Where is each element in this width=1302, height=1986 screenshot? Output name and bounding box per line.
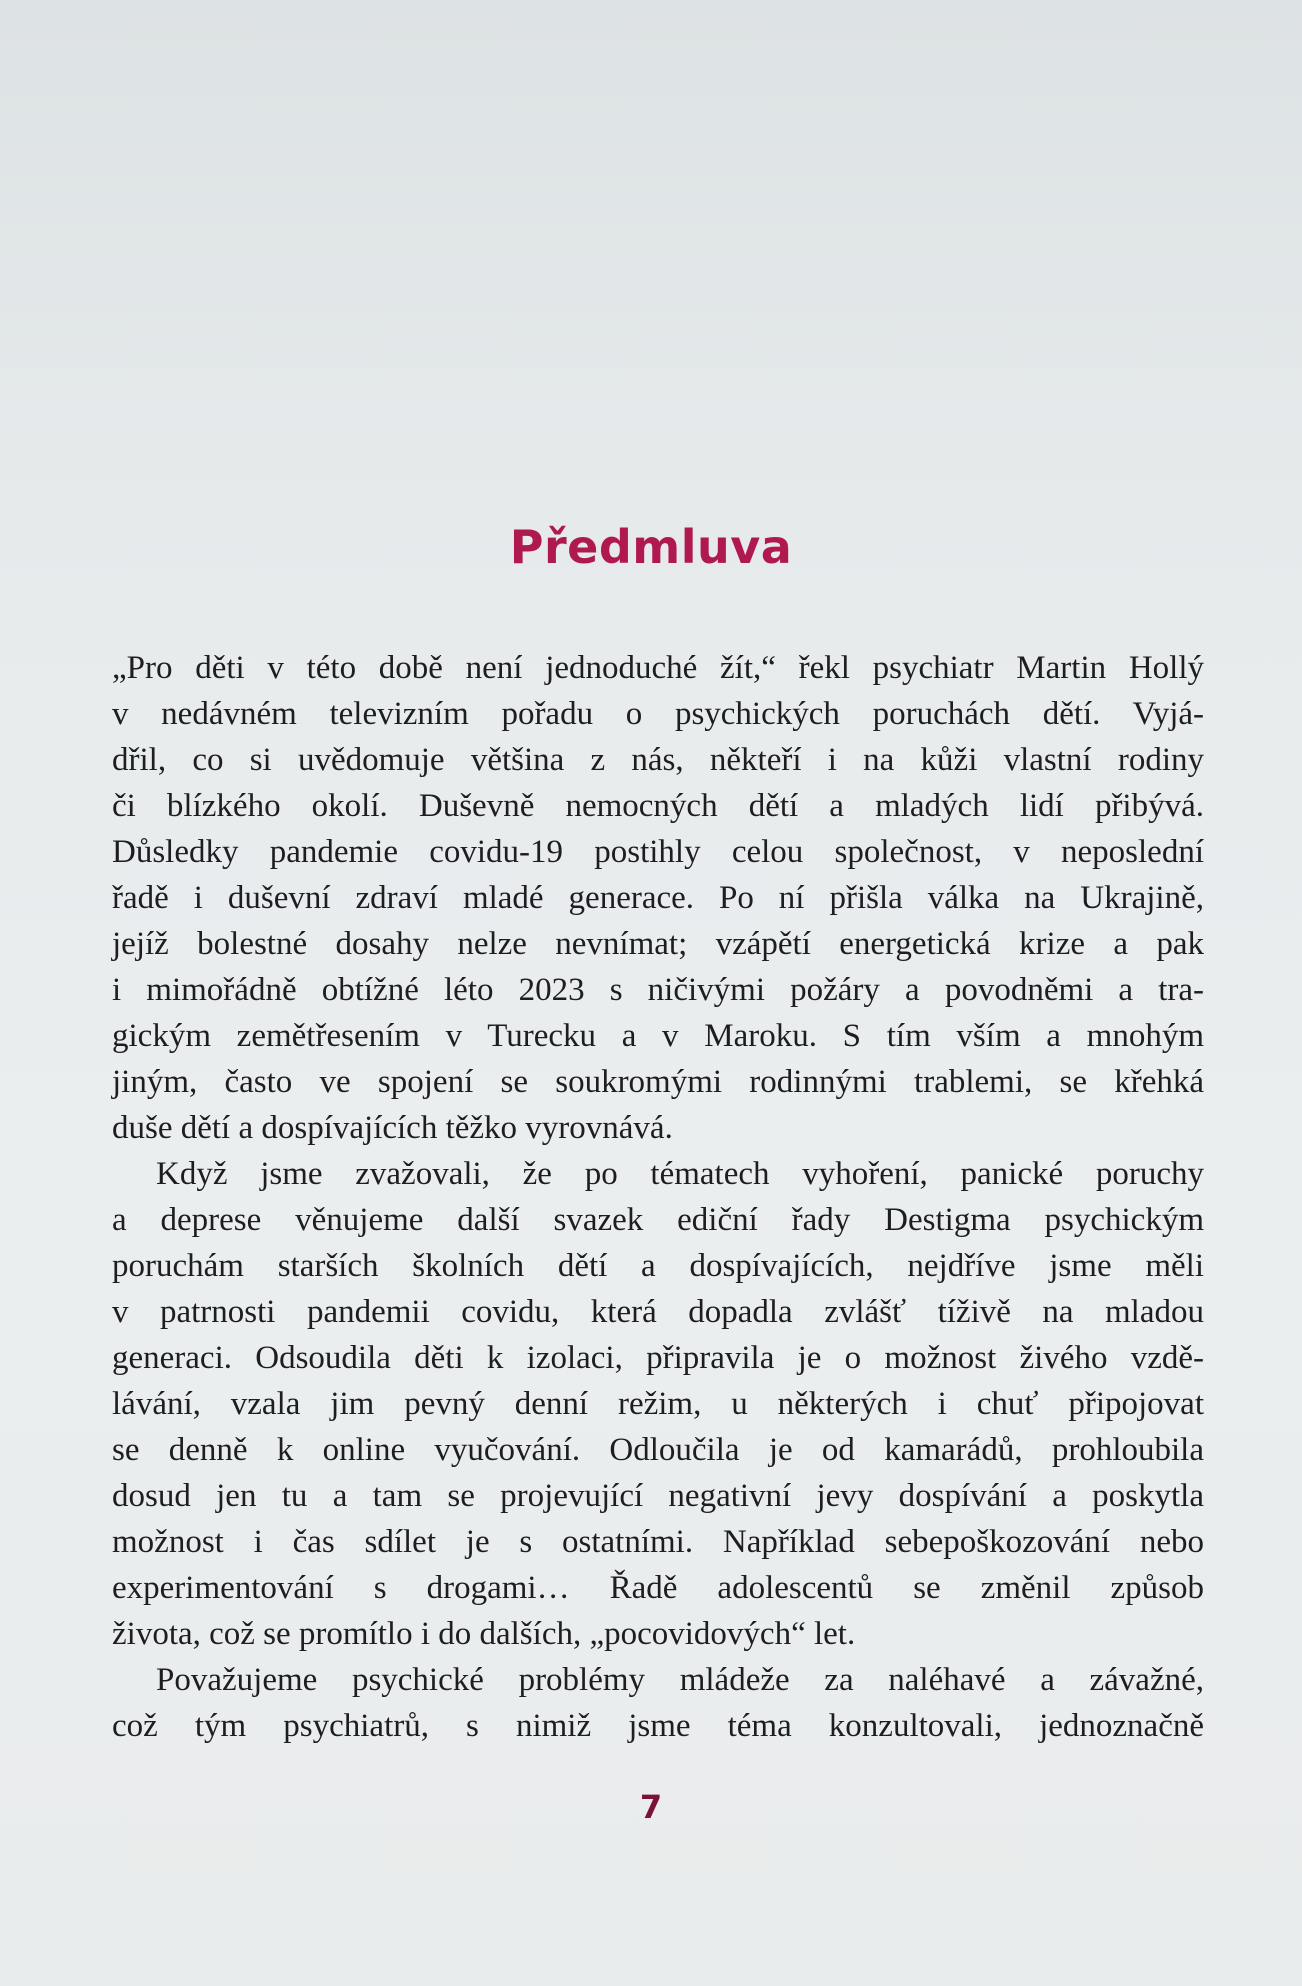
chapter-title: Předmluva xyxy=(509,520,793,574)
text-line: i mimořádně obtížné léto 2023 s ničivými požáry a povodněmi a tra- xyxy=(112,972,1204,1008)
text-line: gickým zemětřesením v Turecku a v Maroku. S tím vším a mnohým xyxy=(112,1018,1204,1054)
text-line: což tým psychiatrů, s nimiž jsme téma konzultovali, jednoznačně xyxy=(112,1708,1204,1744)
text-line: se denně k online vyučování. Odloučila je od kamarádů, prohloubila xyxy=(112,1432,1204,1468)
text-line: dřil, co si uvědomuje většina z nás, někteří i na kůži vlastní rodiny xyxy=(112,742,1204,778)
body-text xyxy=(112,645,1204,1749)
text-line: jejíž bolestné dosahy nelze nevnímat; vzápětí energetická krize a pak xyxy=(112,926,1204,962)
text-line: duše dětí a dospívajících těžko vyrovnává. xyxy=(112,1110,673,1146)
text-line: v nedávném televizním pořadu o psychických poruchách dětí. Vyjá- xyxy=(112,696,1204,732)
paragraph-2 xyxy=(112,1151,1204,1657)
text-line: Považujeme psychické problémy mládeže za naléhavé a závažné, xyxy=(156,1662,1204,1698)
text-line: dosud jen tu a tam se projevující negativní jevy dospívání a poskytla xyxy=(112,1478,1204,1514)
text-line: či blízkého okolí. Duševně nemocných dětí a mladých lidí přibývá. xyxy=(112,788,1204,824)
text-line: experimentování s drogami… Řadě adolescentů se změnil způsob xyxy=(112,1570,1204,1606)
paragraph-1 xyxy=(112,645,1204,1151)
paragraph-3 xyxy=(112,1657,1204,1749)
text-line: „Pro děti v této době není jednoduché žít,“ řekl psychiatr Martin Hollý xyxy=(112,650,1204,686)
text-line: života, což se promítlo i do dalších, „pocovidových“ let. xyxy=(112,1616,856,1652)
text-line: generaci. Odsoudila děti k izolaci, připravila je o možnost živého vzdě- xyxy=(112,1340,1204,1376)
text-line: poruchám starších školních dětí a dospívajících, nejdříve jsme měli xyxy=(112,1248,1204,1284)
text-line: řadě i duševní zdraví mladé generace. Po ní přišla válka na Ukrajině, xyxy=(112,880,1204,916)
text-line: v patrnosti pandemii covidu, která dopadla zvlášť tíživě na mladou xyxy=(112,1294,1204,1330)
text-line: Když jsme zvažovali, že po tématech vyhoření, panické poruchy xyxy=(156,1156,1204,1192)
text-line: lávání, vzala jim pevný denní režim, u některých i chuť připojovat xyxy=(112,1386,1204,1422)
text-line: a deprese věnujeme další svazek ediční řady Destigma psychickým xyxy=(112,1202,1204,1238)
text-line: možnost i čas sdílet je s ostatními. Například sebepoškozování nebo xyxy=(112,1524,1204,1560)
page-number: 7 xyxy=(639,1788,663,1826)
text-line: jiným, často ve spojení se soukromými rodinnými trablemi, se křehká xyxy=(112,1064,1204,1100)
text-line: Důsledky pandemie covidu-19 postihly celou společnost, v neposlední xyxy=(112,834,1204,870)
